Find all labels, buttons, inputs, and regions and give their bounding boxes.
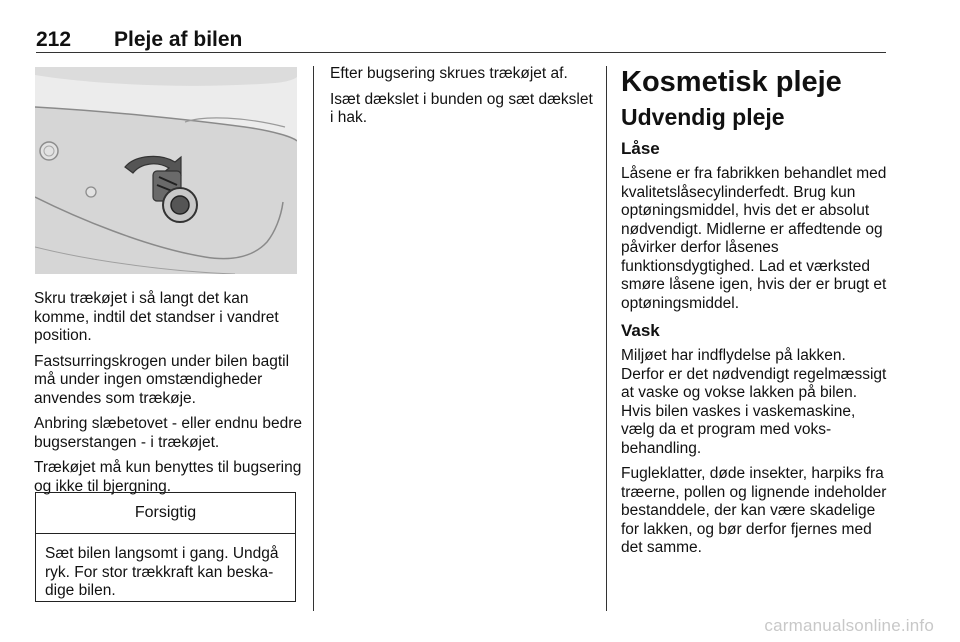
paragraph: Efter bugsering skrues trækøjet af. xyxy=(330,65,568,82)
section-heading-main: Kosmetisk pleje xyxy=(621,66,842,98)
paragraph: Miljøet har indflydelse på lakken. Derfor er det nødvendigt regelmæssigt at vaske og vokse lakken på bilen. Hvis bilen vaskes i vaskemaskine, vælg da et program med voksbehandling. xyxy=(621,347,887,457)
page-title: Pleje af bilen xyxy=(114,28,243,51)
tow-hook-illustration-svg xyxy=(35,67,297,274)
page-header xyxy=(36,28,886,50)
column-divider-2 xyxy=(606,66,607,611)
paragraph: Fastsurringskrogen under bilen bagtil må under ingen omstændigheder anvendes som trækøje. xyxy=(34,352,290,407)
column-divider-1 xyxy=(313,66,314,611)
caution-box xyxy=(35,492,296,602)
paragraph: Anbring slæbetovet - eller endnu bedre bugserstangen - i trækøjet. xyxy=(34,415,302,451)
page-number: 212 xyxy=(36,28,72,51)
subsection-heading-locks: Låse xyxy=(621,139,660,158)
paragraph: Låsene er fra fabrikken behandlet med kvalitetslåsecylinderfedt. Brug kun optøningsmiddel, hvis det er absolut nødvendigt. Midlerne er affedtende og påvirker derfor låsenes funktionsdygtighed. Lad et værksted smøre låsene igen, hvis der er brugt et optøningsmiddel. xyxy=(621,165,887,312)
paragraph: Fugleklatter, døde insekter, harpiks fra træerne, pollen og lignende indeholder bestanddele, der kan være skadelige for lakken, og bør derfor fjernes med det samme. xyxy=(621,465,887,556)
watermark: carmanualsonline.info xyxy=(764,616,934,635)
header-divider xyxy=(36,52,886,53)
column-2 xyxy=(330,65,600,135)
tow-hook-illustration xyxy=(35,67,297,274)
column-1 xyxy=(34,290,302,503)
section-heading-sub: Udvendig pleje xyxy=(621,104,785,130)
paragraph: Trækøjet må kun benyttes til bugsering og ikke til bjergning. xyxy=(34,459,302,495)
paragraph: Skru trækøjet i så langt det kan komme, indtil det standser i vandret position. xyxy=(34,290,279,344)
paragraph: Isæt dækslet i bunden og sæt dækslet i hak. xyxy=(330,90,593,126)
column-3 xyxy=(621,65,891,565)
caution-text: Sæt bilen langsomt i gang. Undgå ryk. For stor trækkraft kan beskadige bilen. xyxy=(45,545,279,599)
subsection-heading-wash: Vask xyxy=(621,321,660,340)
caution-title: Forsigtig xyxy=(36,493,295,534)
